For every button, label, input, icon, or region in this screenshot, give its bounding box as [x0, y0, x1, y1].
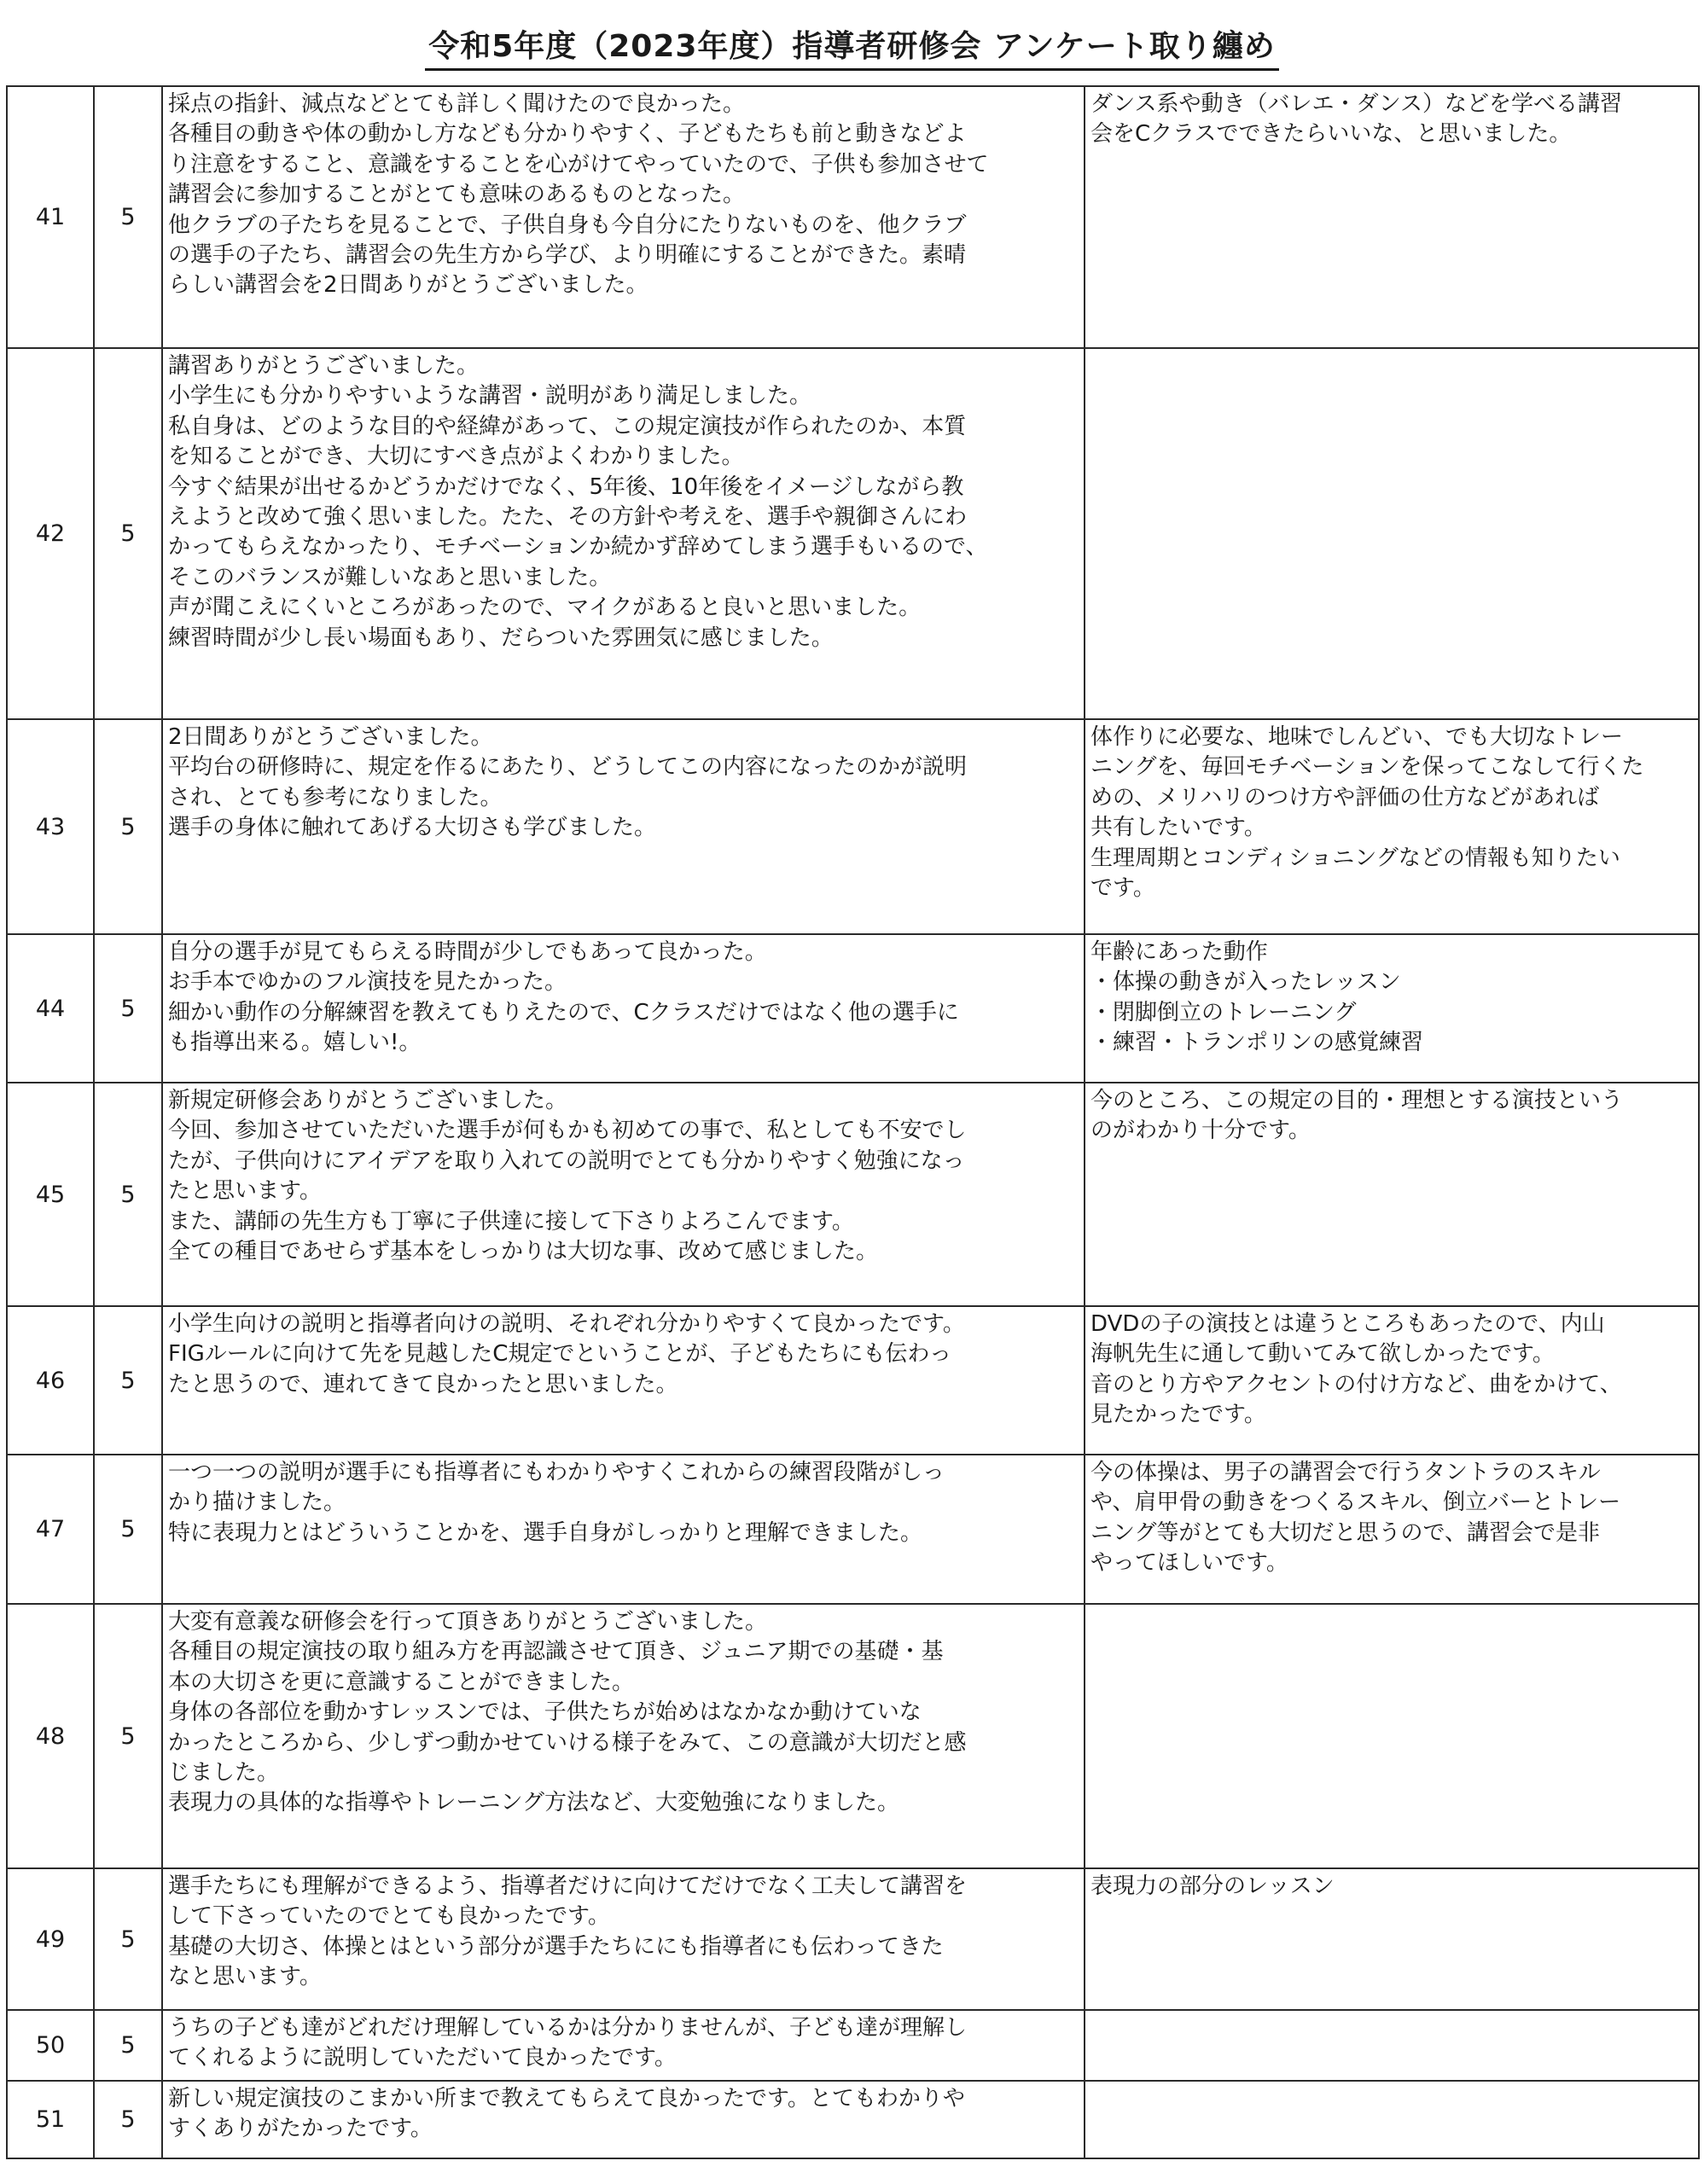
row-number: 45 [35, 1181, 66, 1208]
comment-line: 一つ一つの説明が選手にも指導者にもわかりやすくこれからの練習段階がしっ [168, 1460, 945, 1485]
request-line: 表現力の部分のレッスン [1090, 1873, 1335, 1899]
row-number: 50 [35, 2032, 66, 2059]
request-cell [1085, 348, 1699, 719]
score-cell [94, 1868, 162, 2010]
comment-line: 各種目の規定演技の取り組み方を再認識させて頂き、ジュニア期での基礎・基 [168, 1639, 944, 1665]
score-value: 5 [120, 204, 136, 230]
comment-line: り注意をすること、意識をすることを心がけてやっていたので、子供も参加させて [168, 151, 989, 177]
comment-line: 細かい動作の分解練習を教えてもりえたので、Cクラスだけではなく他の選手に [168, 999, 959, 1025]
request-line: やってほしいです。 [1090, 1550, 1288, 1577]
row-number-cell [7, 2081, 94, 2158]
comment-line: 他クラブの子たちを見ることで、子供自身も今自分にたりないものを、他クラブ [168, 212, 967, 238]
score-cell [94, 2081, 162, 2158]
comment-line: 2日間ありがとうございました。 [168, 724, 493, 750]
row-number: 44 [35, 995, 66, 1022]
table-row [7, 934, 1699, 1083]
comment-cell [162, 1306, 1085, 1455]
comment-line: 今回、参加させていただいた選手が何もかも初めての事で、私としても不安でし [168, 1118, 967, 1144]
row-number: 47 [35, 1516, 66, 1542]
comment-line: して下さっていたのでとても良かったです。 [168, 1903, 610, 1930]
table-row [7, 1604, 1699, 1868]
request-cell [1085, 2010, 1699, 2081]
comment-line: 今すぐ結果が出せるかどうかだけでなく、5年後、10年後をイメージしながら教 [168, 473, 964, 500]
table-row [7, 1083, 1699, 1306]
comment-line: 身体の各部位を動かすレッスンでは、子供たちが始めはなかなか動けていな [168, 1699, 922, 1726]
row-number: 41 [35, 204, 66, 230]
request-cell [1085, 2081, 1699, 2158]
score-value: 5 [120, 813, 136, 840]
comment-line: 大変有意義な研修会を行って頂きありがとうございました。 [168, 1609, 768, 1635]
row-number: 43 [35, 813, 66, 840]
comment-line: かり描けました。 [168, 1490, 346, 1516]
comment-line: じました。 [168, 1760, 280, 1786]
comment-line: すくありがたかったです。 [168, 2116, 433, 2142]
table-row [7, 1868, 1699, 2010]
score-value: 5 [120, 520, 136, 547]
row-number-cell [7, 1083, 94, 1306]
comment-line: 新しい規定演技のこまかい所まで教えてもらえて良かったです。とてもわかりや [168, 2086, 965, 2111]
request-line: 体作りに必要な、地味でしんどい、でも大切なトレー [1090, 724, 1624, 750]
comment-cell [162, 2081, 1085, 2158]
comment-cell [162, 1455, 1085, 1604]
request-cell [1085, 1868, 1699, 2010]
request-line: 共有したいです。 [1090, 815, 1266, 841]
table-row [7, 2081, 1699, 2158]
comment-cell [162, 2010, 1085, 2081]
score-value: 5 [120, 1181, 136, 1208]
request-cell [1085, 934, 1699, 1083]
table-row [7, 719, 1699, 934]
comment-line: なと思います。 [168, 1964, 322, 1990]
score-cell [94, 2010, 162, 2081]
comment-line: 小学生向けの説明と指導者向けの説明、それぞれ分かりやすくて良かったです。 [168, 1311, 965, 1337]
request-line: 年齢にあった動作 [1090, 939, 1268, 965]
score-value: 5 [120, 1367, 136, 1394]
row-number-cell [7, 1604, 94, 1868]
request-line: ・練習・トランポリンの感覚練習 [1090, 1030, 1424, 1056]
comment-line: 基礎の大切さ、体操とはという部分が選手たちににも指導者にも伝わってきた [168, 1933, 944, 1960]
comment-line: えようと改めて強く思いました。たた、その方針や考えを、選手や親御さんにわ [168, 504, 968, 531]
table-row [7, 348, 1699, 719]
comment-line: たと思うので、連れてきて良かったと思いました。 [168, 1371, 678, 1397]
request-line: DVDの子の演技とは違うところもあったので、内山 [1090, 1311, 1605, 1337]
request-line: 見たかったです。 [1090, 1402, 1266, 1428]
comment-line: 新規定研修会ありがとうございました。 [168, 1088, 568, 1113]
comment-line: 表現力の具体的な指導やトレーニング方法など、大変勉強になりました。 [168, 1790, 899, 1816]
score-cell [94, 1455, 162, 1604]
score-value: 5 [120, 1516, 136, 1542]
request-line: です。 [1090, 875, 1155, 902]
comment-line: かってもらえなかったり、モチベーションか続かず辞めてしまう選手もいるので、 [168, 534, 988, 561]
request-cell [1085, 1306, 1699, 1455]
score-cell [94, 1604, 162, 1868]
comment-line: 採点の指針、減点などとても詳しく聞けたので良かった。 [168, 91, 746, 117]
request-line: めの、メリハリのつけ方や評価の仕方などがあれば [1090, 784, 1600, 810]
comment-line: 練習時間が少し長い場面もあり、だらついた雰囲気に感じました。 [168, 624, 834, 651]
comment-line: も指導出来る。嬉しい!。 [168, 1030, 422, 1056]
comment-line: かったところから、少しずつ動かせていける様子をみて、この意識が大切だと感 [168, 1729, 967, 1756]
table-row [7, 2010, 1699, 2081]
request-line: ニングを、毎回モチベーションを保ってこなして行くた [1090, 754, 1644, 781]
request-line: ・体操の動きが入ったレッスン [1090, 969, 1401, 996]
page-title-text: 令和5年度（2023年度）指導者研修会 アンケート取り纏め [425, 22, 1279, 71]
comment-line: を知ることができ、大切にすべき点がよくわかりました。 [168, 444, 744, 470]
request-line: ・閉脚倒立のトレーニング [1090, 999, 1357, 1025]
row-number-cell [7, 1455, 94, 1604]
score-value: 5 [120, 1926, 136, 1953]
request-cell [1085, 1604, 1699, 1868]
comment-line: の選手の子たち、講習会の先生方から学び、より明確にすることができた。素晴 [168, 242, 966, 269]
request-cell [1085, 1083, 1699, 1306]
request-line: や、肩甲骨の動きをつくるスキル、倒立バーとトレー [1090, 1490, 1621, 1516]
comment-line: 小学生にも分かりやすいような講習・説明があり満足しました。 [168, 383, 812, 410]
row-number-cell [7, 86, 94, 348]
survey-table [6, 85, 1700, 2159]
comment-line: 私自身は、どのような目的や経緯があって、この規定演技が作られたのか、本質 [168, 413, 967, 439]
row-number: 48 [35, 1722, 66, 1750]
comment-line: 本の大切さを更に意識することができました。 [168, 1669, 635, 1695]
score-cell [94, 1306, 162, 1455]
comment-line: 各種目の動きや体の動かし方なども分かりやすく、子どもたちも前と動きなどよ [168, 121, 967, 148]
row-number-cell [7, 348, 94, 719]
score-cell [94, 934, 162, 1083]
request-cell [1085, 86, 1699, 348]
row-number-cell [7, 719, 94, 934]
comment-line: うちの子ども達がどれだけ理解しているかは分かりませんが、子ども達が理解し [168, 2015, 968, 2041]
comment-line: 選手たちにも理解ができるよう、指導者だけに向けてだけでなく工夫して講習を [168, 1873, 968, 1899]
page-title [0, 22, 1704, 71]
request-line: ダンス系や動き（バレエ・ダンス）などを学べる講習 [1090, 91, 1622, 117]
score-cell [94, 86, 162, 348]
score-value: 5 [120, 2106, 136, 2133]
comment-line: お手本でゆかのフル演技を見たかった。 [168, 969, 567, 996]
request-line: のがわかり十分です。 [1090, 1118, 1311, 1144]
comment-line: たが、子供向けにアイデアを取り入れての説明でとても分かりやすく勉強になっ [168, 1147, 965, 1174]
row-number: 51 [35, 2106, 66, 2133]
comment-line: 講習ありがとうございました。 [168, 353, 480, 379]
table-row [7, 86, 1699, 348]
score-value: 5 [120, 1722, 136, 1750]
comment-line: 特に表現力とはどういうことかを、選手自身がしっかりと理解できました。 [168, 1519, 923, 1546]
comment-cell [162, 934, 1085, 1083]
comment-line: 全ての種目であせらず基本をしっかりは大切な事、改めて感じました。 [168, 1239, 879, 1265]
request-cell [1085, 1455, 1699, 1604]
request-line: 今のところ、この規定の目的・理想とする演技という [1090, 1088, 1624, 1113]
comment-cell [162, 1083, 1085, 1306]
comment-cell [162, 86, 1085, 348]
score-cell [94, 348, 162, 719]
survey-table-body [7, 86, 1699, 2158]
score-value: 5 [120, 2032, 136, 2059]
comment-line: そこのバランスが難しいなあと思いました。 [168, 564, 612, 590]
table-row [7, 1306, 1699, 1455]
table-row [7, 1455, 1699, 1604]
row-number-cell [7, 1868, 94, 2010]
score-cell [94, 719, 162, 934]
request-line: 会をCクラスでできたらいいな、と思いました。 [1090, 121, 1572, 148]
comment-line: され、とても参考になりました。 [168, 784, 503, 810]
row-number-cell [7, 1306, 94, 1455]
request-line: 音のとり方やアクセントの付け方など、曲をかけて、 [1090, 1371, 1622, 1397]
comment-line: 選手の身体に触れてあげる大切さも学びました。 [168, 815, 657, 841]
row-number-cell [7, 934, 94, 1083]
score-cell [94, 1083, 162, 1306]
request-cell [1085, 719, 1699, 934]
comment-cell [162, 1868, 1085, 2010]
comment-line: FIGルールに向けて先を見越したC規定でということが、子どもたちにも伝わっ [168, 1341, 952, 1368]
comment-line: 自分の選手が見てもらえる時間が少しでもあって良かった。 [168, 939, 767, 965]
comment-line: らしい講習会を2日間ありがとうございました。 [168, 272, 648, 299]
comment-line: また、講師の先生方も丁寧に子供達に接して下さりよろこんでます。 [168, 1208, 854, 1234]
comment-line: たと思います。 [168, 1178, 322, 1205]
comment-cell [162, 1604, 1085, 1868]
comment-line: 声が聞こえにくいところがあったので、マイクがあると良いと思いました。 [168, 595, 922, 621]
request-line: 生理周期とコンディショニングなどの情報も知りたい [1090, 845, 1620, 871]
comment-line: てくれるように説明していただいて良かったです。 [168, 2045, 677, 2071]
request-line: 今の体操は、男子の講習会で行うタントラのスキル [1090, 1460, 1601, 1485]
comment-line: 平均台の研修時に、規定を作るにあたり、どうしてこの内容になったのかが説明 [168, 754, 968, 781]
row-number-cell [7, 2010, 94, 2081]
request-line: 海帆先生に通して動いてみて欲しかったです。 [1090, 1341, 1555, 1368]
row-number: 42 [35, 520, 66, 547]
request-line: ニング等がとても大切だと思うので、講習会で是非 [1090, 1519, 1600, 1546]
comment-cell [162, 348, 1085, 719]
row-number: 49 [35, 1926, 66, 1953]
comment-line: 講習会に参加することがとても意味のあるものとなった。 [168, 182, 746, 208]
comment-cell [162, 719, 1085, 934]
row-number: 46 [35, 1367, 66, 1394]
score-value: 5 [120, 995, 136, 1022]
